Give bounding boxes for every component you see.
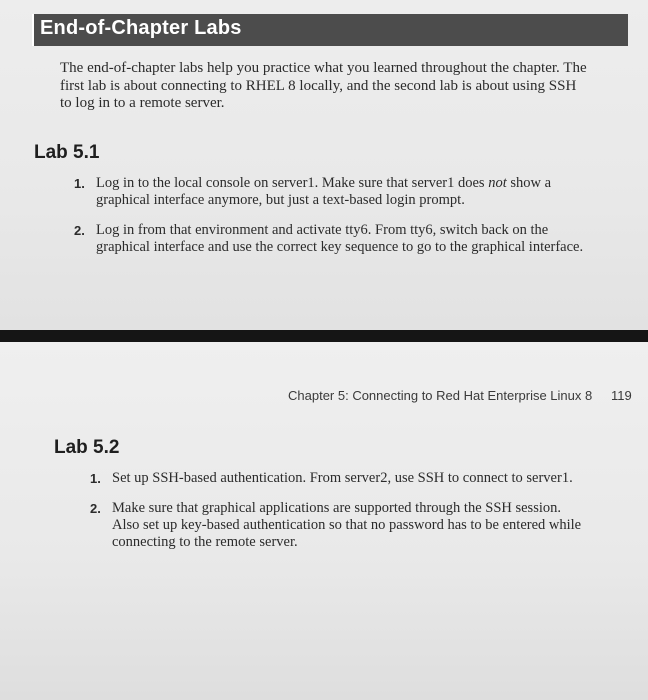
task-number: 1. bbox=[74, 176, 85, 191]
lab-5-2-heading: Lab 5.2 bbox=[54, 437, 120, 458]
lab-5-1-task-1 bbox=[74, 175, 584, 209]
task-number: 1. bbox=[90, 471, 101, 486]
task-text: Make sure that graphical applications are supported through the SSH session. Also set up key-based authentication so that no password has to be entered while connecting to the remote server. bbox=[112, 500, 582, 550]
task-text-before: Log in to the local console on server1. Make sure that server1 does bbox=[96, 175, 489, 191]
section-banner bbox=[32, 14, 628, 46]
task-text-after: show a graphical interface anymore, but just a text-based login prompt. bbox=[96, 175, 552, 208]
lab-5-2-task-2 bbox=[90, 500, 590, 551]
page-divider bbox=[0, 330, 648, 342]
lab-5-1-task-2 bbox=[74, 222, 584, 256]
task-emphasis: not bbox=[488, 175, 507, 191]
top-page bbox=[0, 0, 648, 330]
intro-paragraph: The end-of-chapter labs help you practice what you learned throughout the chapter. The first lab is about connecting to RHEL 8 locally, and the second lab is about using SSH to log in to a remote server. bbox=[60, 60, 587, 111]
lab-5-1-task-list bbox=[74, 175, 584, 269]
running-header: Chapter 5: Connecting to Red Hat Enterprise Linux 8 bbox=[288, 388, 593, 403]
lab-5-2-task-list bbox=[90, 470, 590, 564]
task-text: Log in from that environment and activate tty6. From tty6, switch back on the graphical interface and use the correct key sequence to go to the graphical interface. bbox=[96, 222, 584, 255]
section-title: End-of-Chapter Labs bbox=[40, 17, 242, 39]
page-number: 119 bbox=[611, 388, 632, 403]
task-number: 2. bbox=[90, 501, 101, 516]
lab-5-2-task-1 bbox=[90, 470, 590, 487]
task-number: 2. bbox=[74, 223, 85, 238]
task-text: Set up SSH-based authentication. From server2, use SSH to connect to server1. bbox=[112, 470, 573, 486]
lab-5-1-heading: Lab 5.1 bbox=[34, 142, 100, 163]
